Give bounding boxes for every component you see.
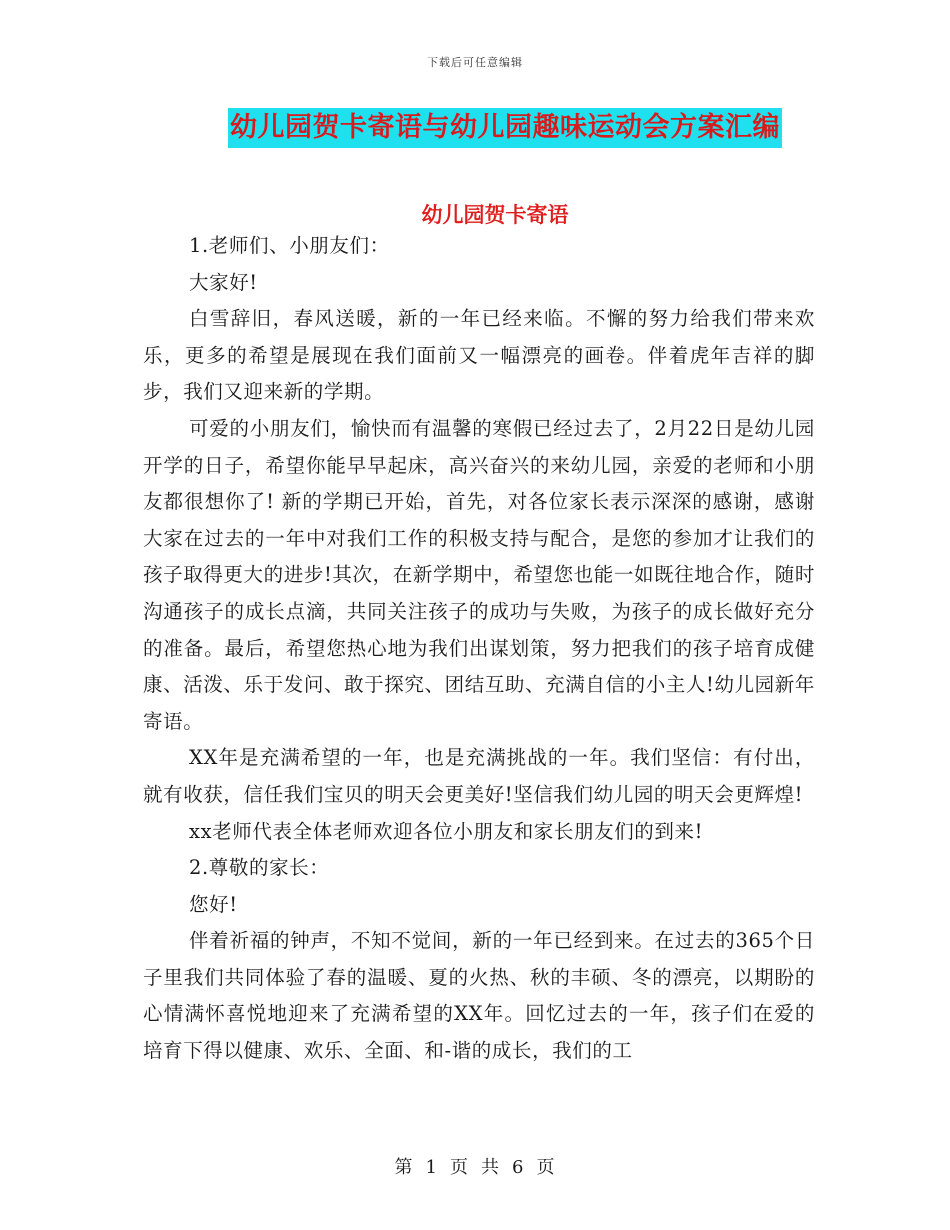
footer-current-page: 1 xyxy=(425,1157,438,1178)
paragraph: 1.老师们、小朋友们： xyxy=(189,234,390,257)
body-content xyxy=(143,228,815,1070)
paragraph: 2.尊敬的家长： xyxy=(189,856,330,880)
paragraph: 可爱的小朋友们，愉快而有温馨的寒假已经过去了，2月22日是幼儿园开学的日子，希望你能早早起床，高兴奋兴的来幼儿园，亲爱的老师和小朋友都很想你了! 新的学期已开始，首先，对各位家长表示深深的感谢，感谢大家在过去的一年中对我们工作的积极支持与配合，是您的参加才让我们的孩子取得更大的进步!其次，在新学期中，希望您也能一如既往地合作，随时沟通孩子的成长点滴，共同关注孩子的成功与失败，为孩子的成长做好充分的准备。最后，希望您热心地为我们出谋划策，努力把我们的孩子培育成健康、活泼、乐于发问、敢于探究、团结互助、充满自信的小主人!幼儿园新年寄语。 xyxy=(143,416,815,733)
paragraph: 伴着祈福的钟声，不知不觉间，新的一年已经到来。在过去的365个日子里我们共同体验了春的温暖、夏的火热、秋的丰硕、冬的漂亮，以期盼的心情满怀喜悦地迎来了充满希望的XX年。回忆过去的一年，孩子们在爱的培育下得以健康、欢乐、全面、和-谐的成长，我们的工 xyxy=(143,929,815,1063)
footer-label-page-unit: 页 xyxy=(450,1157,469,1178)
paragraph: XX年是充满希望的一年，也是充满挑战的一年。我们坚信：有付出，就有收获，信任我们宝贝的明天会更美好!坚信我们幼儿园的明天会更辉煌! xyxy=(143,746,815,806)
section-title: 幼儿园贺卡寄语 xyxy=(421,202,569,227)
document-title-container xyxy=(0,108,950,148)
paragraph: 白雪辞旧，春风送暖，新的一年已经来临。不懈的努力给我们带来欢乐，更多的希望是展现在我们面前又一幅漂亮的画卷。伴着虎年吉祥的脚步，我们又迎来新的学期。 xyxy=(143,307,815,404)
paragraph: 您好! xyxy=(189,892,238,916)
paragraph: xx老师代表全体老师欢迎各位小朋友和家长朋友们的到来! xyxy=(189,819,704,843)
footer-label-page: 第 xyxy=(394,1157,414,1178)
page-footer xyxy=(0,1153,950,1179)
footer-total-pages: 6 xyxy=(512,1157,525,1178)
header-note: 下载后可任意编辑 xyxy=(427,56,523,69)
footer-label-total-unit: 页 xyxy=(536,1157,556,1178)
paragraph: 大家好! xyxy=(189,270,258,294)
document-title: 幼儿园贺卡寄语与幼儿园趣味运动会方案汇编 xyxy=(228,108,782,148)
footer-label-total: 共 xyxy=(481,1157,500,1178)
